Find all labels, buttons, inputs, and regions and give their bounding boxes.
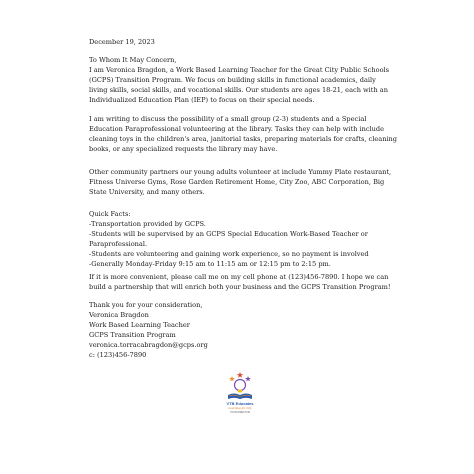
quick-fact-item: Paraprofessional. <box>89 240 148 248</box>
vtb-educates-logo <box>222 370 258 418</box>
letter-signature: Thank you for your consideration, Veronica Bragdon Work Based Learning Teacher GCPS Transition Program veronica.torracabragdon@gcps.org c: (123)456-7890 <box>89 300 399 360</box>
quick-fact-item: -Transportation provided by GCPS. <box>89 220 206 228</box>
signer-email: veronica.torracabragdon@gcps.org <box>89 341 208 349</box>
quick-facts-heading: Quick Facts: <box>89 210 131 218</box>
paragraph-partners: Other community partners our young adults volunteer at include Yummy Plate restaurant, Fitness Universe Gyms, Rose Garden Retirement Home, City Zoo, ABC Corporation, Big State University, and many others. <box>89 168 392 196</box>
signer-title: Work Based Learning Teacher <box>89 321 190 329</box>
letter-greeting: To Whom It May Concern, <box>89 56 177 64</box>
quick-fact-item: -Generally Monday-Friday 9:15 am to 11:15 am or 12:15 pm to 2:15 pm. <box>89 260 331 268</box>
paragraph-request: I am writing to discuss the possibility of a small group (2-3) students and a Special Education Paraprofessional volunteering at the library. Tasks they can help with include cleaning toys in the children's area, janitorial tasks, preparing materials for crafts, cleaning books, or any specialized requests the library may have. <box>89 115 398 153</box>
quick-facts-list <box>89 209 399 269</box>
logo-subtitle: YOUR DIRECTIVE <box>229 411 251 414</box>
paragraph-contact: If it is more convenient, please call me on my cell phone at (123)456-7890. I hope we can build a partnership that will enrich both your business and the GCPS Transition Program! <box>89 273 391 291</box>
quick-fact-item: -Students will be supervised by an GCPS Special Education Work-Based Teacher or <box>89 230 368 238</box>
signer-name: Veronica Bragdon <box>89 311 149 319</box>
quick-fact-item: -Students are volunteering and gaining work experience, so no payment is involved <box>89 250 369 258</box>
paragraph-introduction: I am Veronica Bragdon, a Work Based Learning Teacher for the Great City Public Schools (GCPS) Transition Program. We focus on building skills in functional academics, daily living skills, social skills, and vocational skills. Our students are ages 18-21, each with an Individualized Education Plan (IEP) to focus on their special needs. <box>89 66 390 104</box>
letter-date: December 19, 2023 <box>89 38 155 46</box>
signer-phone: c: (123)456-7890 <box>89 351 147 359</box>
logo-tagline: Learning for Life <box>228 406 252 410</box>
signer-program: GCPS Transition Program <box>89 331 176 339</box>
logo-title: VTB Educates <box>226 401 254 406</box>
